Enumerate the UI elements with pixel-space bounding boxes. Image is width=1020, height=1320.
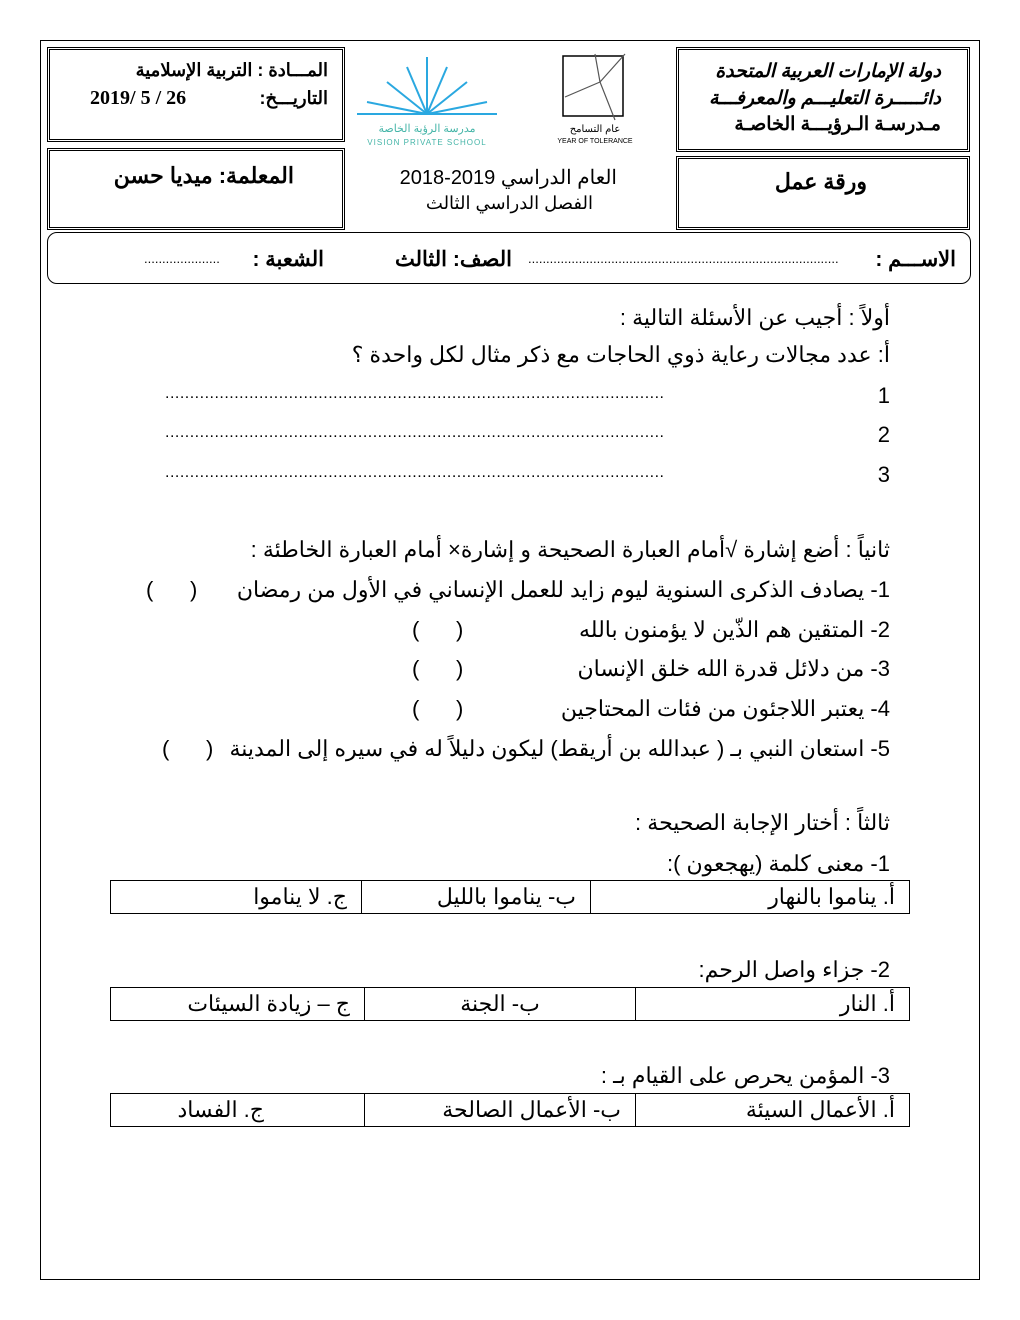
mcq-question: 2- جزاء واصل الرحم: bbox=[698, 957, 890, 982]
date-value: 26 / 5 /2019 bbox=[90, 87, 187, 109]
logo-tolerance-english: YEAR OF TOLERANCE bbox=[557, 138, 633, 145]
vision-school-logo bbox=[352, 52, 502, 152]
country-name: دولة الإمارات العربية المتحدة bbox=[715, 61, 941, 82]
line-dots: ..................................................................................................... bbox=[165, 385, 665, 402]
tf-answer-box[interactable]: ( ) bbox=[162, 736, 214, 761]
q1-prompt: أ: عدد مجالات رعاية ذوي الحاجات مع ذكر مثال لكل واحدة ؟ bbox=[351, 342, 890, 367]
line-dots: ..................................................................................................... bbox=[165, 464, 665, 481]
mcq-option[interactable]: أ. النار bbox=[636, 988, 910, 1021]
mcq-question: 1- معنى كلمة (يهجعون ): bbox=[666, 851, 890, 876]
mcq-option[interactable]: ج – زيادة السيئات bbox=[111, 988, 365, 1021]
ghaf-tree-icon bbox=[555, 52, 645, 122]
doc-type: ورقة عمل bbox=[774, 169, 867, 194]
mcq-options-table bbox=[110, 880, 910, 914]
subject-box bbox=[47, 47, 345, 142]
mcq-option[interactable]: ج. لا يناموا bbox=[111, 881, 362, 914]
tf-item: 4- يعتبر اللاجئون من فئات المحتاجين bbox=[560, 696, 890, 721]
mcq-option[interactable]: ب- الأعمال الصالحة bbox=[365, 1094, 636, 1127]
q3-title: ثالثاً : أختار الإجابة الصحيحة : bbox=[635, 810, 890, 835]
logo-tolerance-arabic: عام التسامح bbox=[569, 124, 621, 135]
sunburst-icon bbox=[352, 52, 502, 122]
q2-title: ثانياً : أضع إشارة √أمام العبارة الصحيحة و إشارة× أمام العبارة الخاطئة : bbox=[250, 537, 890, 562]
mcq-options-table bbox=[110, 987, 910, 1021]
tf-answer-box[interactable]: ( ) bbox=[412, 696, 464, 721]
school-header-box bbox=[676, 47, 970, 152]
tf-item: 3- من دلائل قدرة الله خلق الإنسان bbox=[577, 656, 890, 681]
line-number: 2 bbox=[877, 422, 890, 447]
mcq-option[interactable]: ب- يناموا بالليل bbox=[362, 881, 591, 914]
line-number: 1 bbox=[877, 383, 890, 408]
tf-answer-box[interactable]: ( ) bbox=[146, 577, 198, 602]
teacher-name: المعلمة: ميديا حسن bbox=[113, 163, 294, 188]
name-label: الاســـم : bbox=[875, 248, 956, 271]
class-label: الصف: الثالث bbox=[395, 248, 512, 271]
date-label: التاريـــخ: bbox=[259, 88, 328, 108]
line-dots: ..................................................................................................... bbox=[165, 424, 665, 441]
mcq-option[interactable]: ب- الجنة bbox=[365, 988, 636, 1021]
mcq-question: 3- المؤمن يحرص على القيام بـ : bbox=[600, 1063, 890, 1088]
line-number: 3 bbox=[877, 462, 890, 487]
mcq-options-table bbox=[110, 1093, 910, 1127]
tf-item: 5- استعان النبي بـ ( عبدالله بن أريقط) ليكون دليلاً له في سيره إلى المدينة bbox=[229, 736, 890, 761]
subject: المـــادة : التربية الإسلامية bbox=[135, 60, 328, 80]
teacher-box bbox=[47, 148, 345, 230]
tf-answer-box[interactable]: ( ) bbox=[412, 656, 464, 681]
doc-type-box bbox=[676, 156, 970, 230]
mcq-option[interactable]: أ. الأعمال السيئة bbox=[636, 1094, 910, 1127]
department-name: دائـــــرة التعليـــم والمعرفـــة bbox=[708, 88, 941, 109]
school-name: مـدرسـة الـرؤيـــة الخاصـة bbox=[734, 114, 941, 135]
mcq-option[interactable]: أ. يناموا بالنهار bbox=[591, 881, 910, 914]
name-field[interactable]: ...................................................................................... bbox=[528, 251, 839, 266]
tf-item: 1- يصادف الذكرى السنوية ليوم زايد للعمل الإنساني في الأول من رمضان bbox=[236, 577, 890, 602]
year-of-tolerance-logo bbox=[555, 52, 645, 152]
tf-item: 2- المتقين هم الذّين لا يؤمنون بالله bbox=[578, 617, 890, 642]
q1-title: أولاً : أجيب عن الأسئلة التالية : bbox=[619, 305, 890, 330]
mcq-option[interactable]: ج. الفساد bbox=[111, 1094, 365, 1127]
student-info-box bbox=[47, 232, 971, 284]
academic-year: العام الدراسي 2019-2018 bbox=[399, 167, 617, 189]
logo-school-arabic: مدرسة الرؤية الخاصة bbox=[378, 123, 476, 135]
section-field[interactable]: ..................... bbox=[144, 251, 220, 266]
term: الفصل الدراسي الثالث bbox=[425, 193, 593, 213]
tf-answer-box[interactable]: ( ) bbox=[412, 617, 464, 642]
section-label: الشعبة : bbox=[252, 248, 324, 271]
logo-school-english: VISION PRIVATE SCHOOL bbox=[367, 138, 487, 147]
